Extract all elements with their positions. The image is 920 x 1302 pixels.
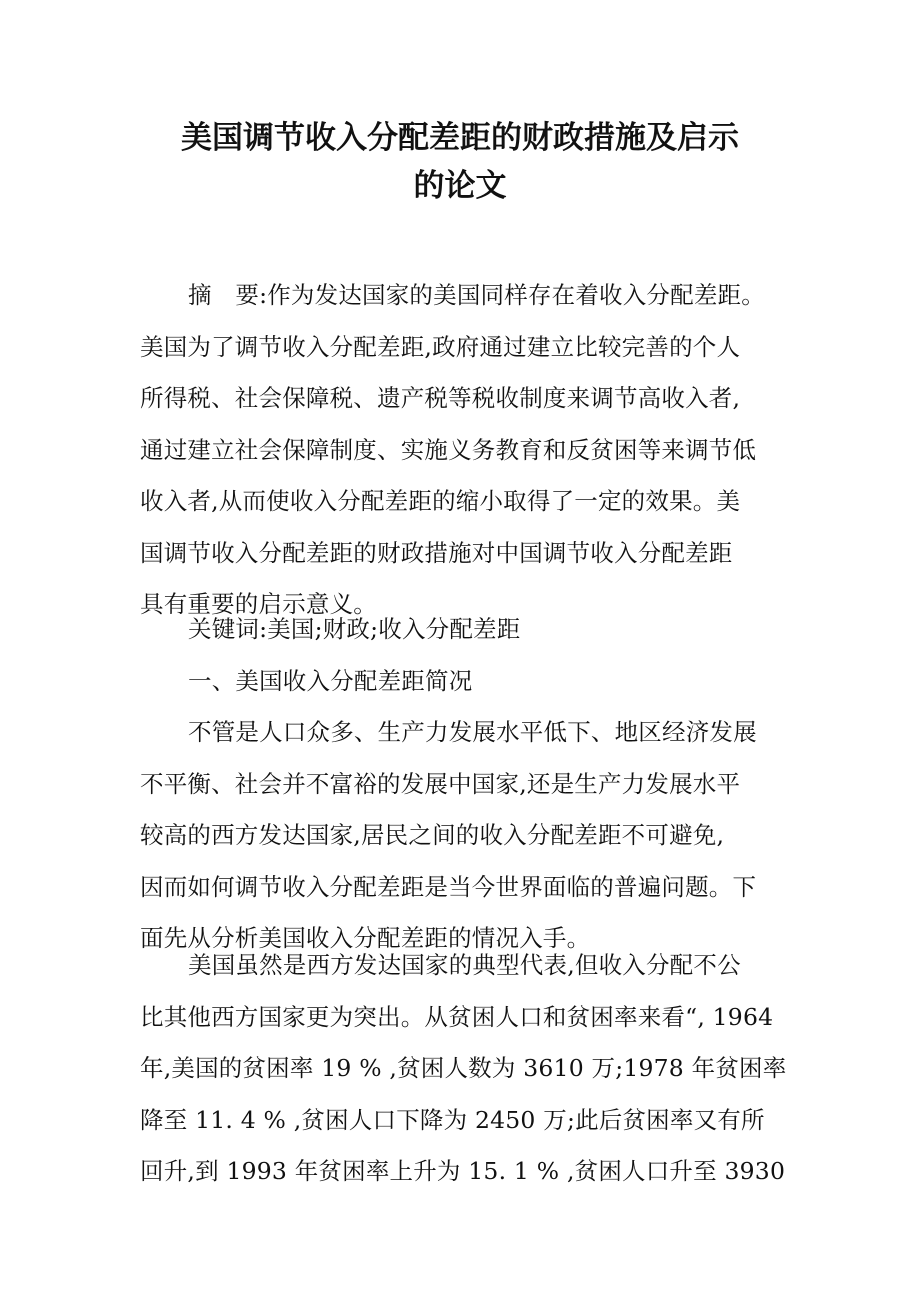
body-paragraph-1 [140,707,790,965]
paragraph-line: 年,美国的贫困率 19 % ,贫困人数为 3610 万;1978 年贫困率 [140,1054,787,1082]
abstract-line: 通过建立社会保障制度、实施义务教育和反贫困等来调节低 [140,435,757,464]
section-heading-text: 一、美国收入分配差距简况 [188,667,473,695]
paragraph-line: 回升,到 1993 年贫困率上升为 15. 1 % ,贫困人口升至 3930 [140,1157,786,1185]
keywords-line [140,604,790,656]
paragraph-line: 不管是人口众多、生产力发展水平低下、地区经济发展 [188,718,757,746]
abstract-line: 摘 要:作为发达国家的美国同样存在着收入分配差距。 [188,281,765,309]
abstract-line: 具有重要的启示意义。 [140,590,377,618]
abstract-line: 国调节收入分配差距的财政措施对中国调节收入分配差距 [140,538,733,567]
abstract-line: 收入者,从而使收入分配差距的缩小取得了一定的效果。美 [140,487,741,515]
keywords-text: 关键词:美国;财政;收入分配差距 [188,615,521,643]
abstract-line: 美国为了调节收入分配差距,政府通过建立比较完善的个人 [140,332,741,361]
paragraph-line: 降至 11. 4 % ,贫困人口下降为 2450 万;此后贫困率又有所 [140,1105,765,1134]
abstract-line: 所得税、社会保障税、遗产税等税收制度来调节高收入者, [140,384,741,412]
document-title-line-2: 的论文 [413,168,507,204]
section-heading [140,656,790,708]
paragraph-line: 因而如何调节收入分配差距是当今世界面临的普遍问题。下 [140,872,757,901]
paragraph-line: 不平衡、社会并不富裕的发展中国家,还是生产力发展水平 [140,769,741,798]
paragraph-line: 面先从分析美国收入分配差距的情况入手。 [140,924,591,952]
paragraph-line: 美国虽然是西方发达国家的典型代表,但收入分配不公 [188,951,741,979]
abstract-paragraph [140,270,790,631]
paragraph-line: 比其他西方国家更为突出。从贫困人口和贫困率来看“, 1964 [140,1002,774,1031]
document-title-line-1: 美国调节收入分配差距的财政措施及启示 [181,120,739,156]
body-paragraph-2 [140,940,790,1198]
paragraph-line: 较高的西方发达国家,居民之间的收入分配差距不可避免, [140,821,725,849]
